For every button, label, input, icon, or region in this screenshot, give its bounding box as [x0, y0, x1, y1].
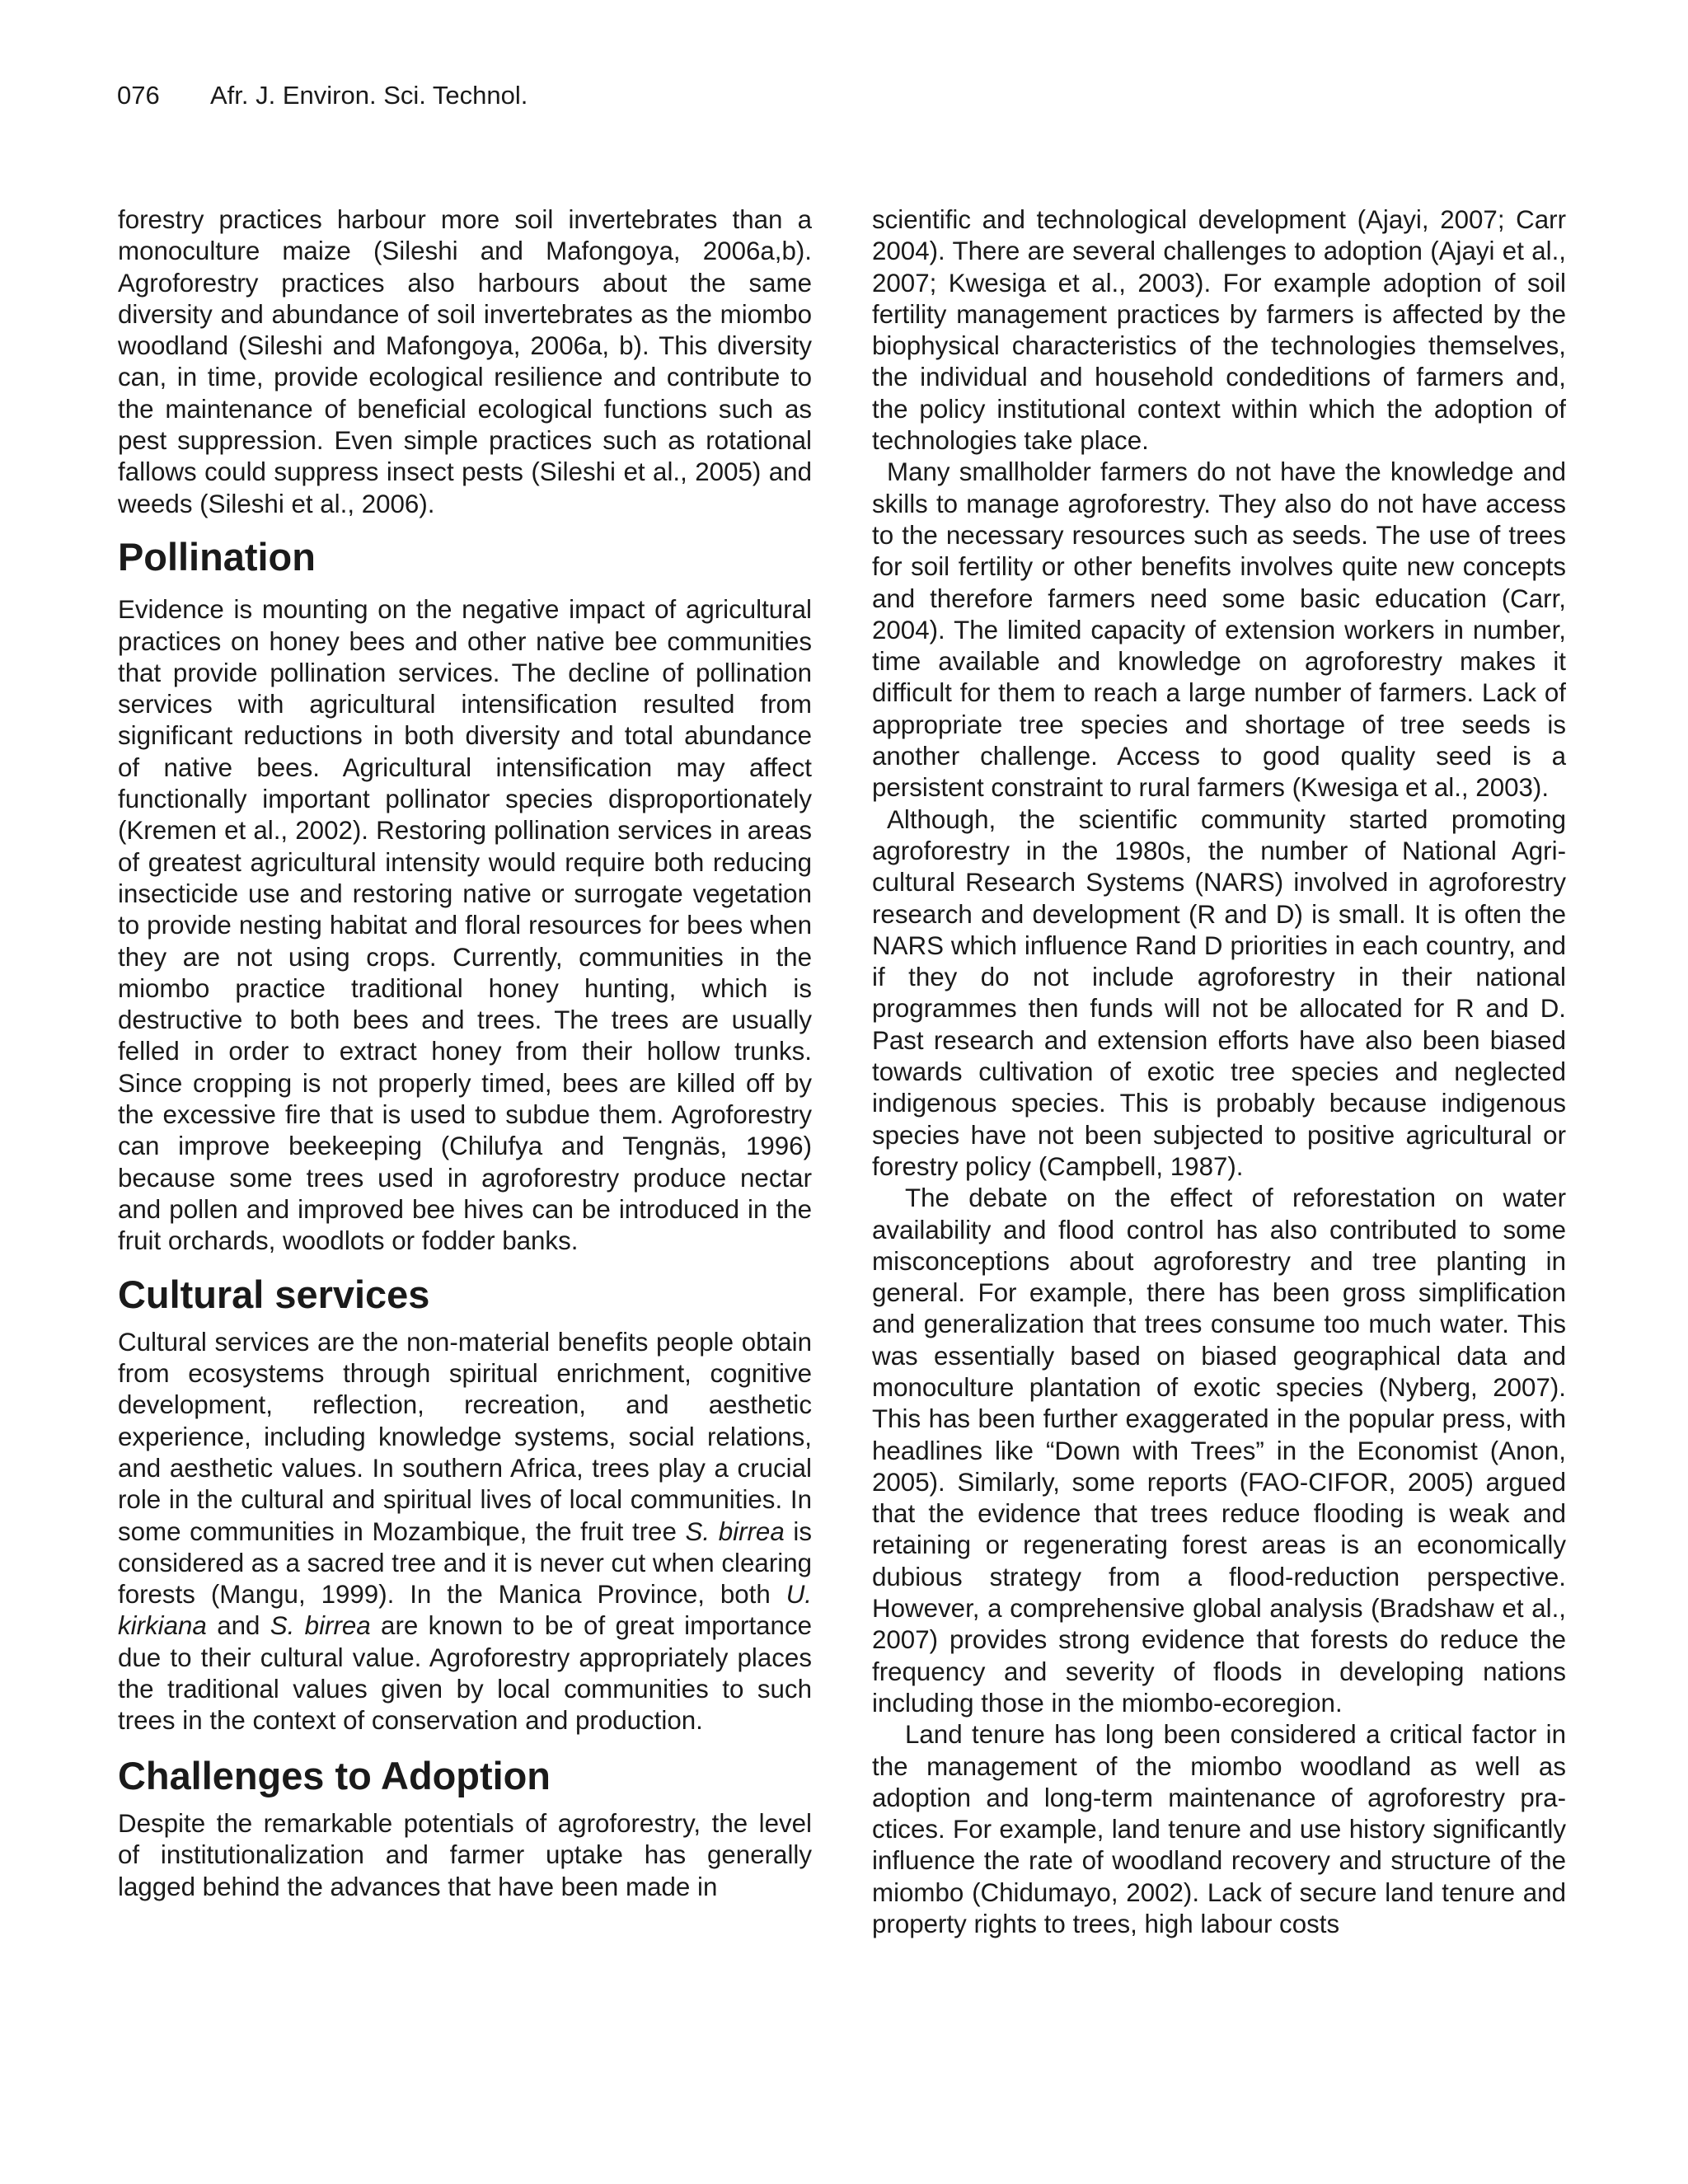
section-heading-pollination: Pollination: [118, 535, 316, 579]
right-column: [872, 204, 1566, 1940]
running-head: [117, 81, 528, 110]
text-run: are known to be of great importance due to their cultural value. Agroforestry appropriately places the traditional values given by local communities to such trees in the context of conservation and production.: [118, 1611, 812, 1736]
journal-title: Afr. J. Environ. Sci. Technol.: [210, 81, 528, 110]
paragraph-pollination: Evidence is mounting on the negative impact of agricultural practices on honey bees and other native bee communities that provide pollination services. The decline of pollination services with agricultural intensification resulted from significant reductions in both diversity and total abundance of native bees. Agricultural intensification may affect functionally important pollinator species disproportionately (Kremen et al., 2002). Restoring pollination services in areas of greatest agricultural intensity would require both reducing insecticide use and restoring native or surrogate vegetation to provide nesting habitat and floral resources for bees when they are not using crops. Currently, communities in the miombo practice traditional honey hunting, which is destructive to both bees and trees. The trees are usually felled in order to extract honey from their hollow trunks. Since cropping is not properly timed, bees are killed off by the excessive fire that is used to subdue them. Agroforestry can improve beekeeping (Chilufya and Tengnäs, 1996) because some trees used in agroforestry produce nectar and pollen and improved bee hives can be introduced in the fruit orchards, woodlots or fodder banks.: [118, 595, 812, 1256]
paragraph-adoption-challenges: scientific and technological development (Ajayi, 2007; Carr 2004). There are several challenges to adoption (Ajayi et al., 2007; Kwesiga et al., 2003). For example adoption of soil fertility management practices by farmers is affected by the biophysical characteristics of the technologies themselves, the individual and household condeditions of farmers and, the policy institutional context within which the adoption of technologies take place.: [872, 205, 1566, 456]
species-name: S. birrea: [270, 1611, 371, 1641]
species-name: U. kirkiana: [118, 1580, 812, 1641]
section-heading-challenges: Challenges to Adoption: [118, 1754, 551, 1797]
text-run: and: [206, 1611, 270, 1641]
text-run: Cultural services are the non-material benefits people obtain from ecosystems through spiritual enrichment, cognitive development, reflection, recreation, and aesthetic experience, including knowledge systems, social relations, and aesthetic values. In southern Africa, trees play a crucial role in the cultural and spiritual lives of local communities. In some communities in Mozambique, the fruit tree: [118, 1327, 812, 1546]
paragraph-soil-invertebrates: forestry practices harbour more soil invertebrates than a monoculture maize (Sileshi and Mafongoya, 2006a,b). Agroforestry practices also harbours about the same diversity and abundance of soil invertebrates as the miombo woodland (Sileshi and Mafongoya, 2006a, b). This diversity can, in time, provide ecological resilience and contribute to the maintenance of beneficial ecological functions such as pest suppression. Even simple practices such as rotational fallows could suppress insect pests (Sileshi et al., 2005) and weeds (Sileshi et al., 2006).: [118, 205, 812, 518]
text-run: is considered as a sacred tree and it is never cut when clearing forests (Mangu, 1999). In the Manica Province, both: [118, 1516, 813, 1610]
paragraph-nars: Although, the scientific community started promoting agroforestry in the 1980s, the number of National Agricultural Research Systems (NARS) involved in agroforestry research and development (R and D) is small. It is often the NARS which influence Rand D priorities in each country, and if they do not include agroforestry in their national programmes then funds will not be allocated for R and D. Past research and extension efforts have also been biased towards cultivation of exotic tree species and neglected indigenous species. This is probably because indigenous species have not been subjected to positive agricultural or forestry policy (Campbell, 1987).: [872, 804, 1566, 1181]
paragraph-cultural-services: [118, 1327, 812, 1737]
paragraph-challenges-intro: Despite the remarkable potentials of agroforestry, the level of institutionalization and farmer uptake has generally lagged behind the advances that have been made in: [118, 1808, 812, 1901]
page-number: 076: [117, 81, 160, 110]
section-heading-cultural-services: Cultural services: [118, 1272, 430, 1316]
left-column: [118, 204, 812, 1903]
paragraph-land-tenure: Land tenure has long been considered a critical factor in the management of the miombo woodland as well as adoption and long-term maintenance of agroforestry practices. For example, land tenure and use history significantly influence the rate of woodland recovery and structure of the miombo (Chidumayo, 2002). Lack of secure land tenure and property rights to trees, high labour costs: [872, 1720, 1566, 1939]
paragraph-reforestation-debate: The debate on the effect of reforestation on water availability and flood control has also contributed to some misconceptions about agroforestry and tree planting in general. For example, there has been gross simplification and generalization that trees consume too much water. This was essentially based on biased geographical data and monoculture plantation of exotic species (Nyberg, 2007). This has been further exaggerated in the popular press, with headlines like “Down with Trees” in the Economist (Anon, 2005). Similarly, some reports (FAO-CIFOR, 2005) argued that the evidence that trees reduce flooding is weak and retaining or regenerating forest areas is an economically dubious strategy from a flood-reduction perspective. However, a comprehensive global analysis (Bradshaw et al., 2007) provides strong evidence that forests do reduce the frequency and severity of floods in developing nations including those in the miombo-ecoregion.: [872, 1183, 1566, 1718]
paragraph-smallholder-farmers: Many smallholder farmers do not have the knowledge and skills to manage agroforestry. They also do not have access to the necessary resources such as seeds. The use of trees for soil fertility or other benefits involves quite new concepts and therefore farmers need some basic education (Carr, 2004). The limited capacity of extension workers in number, time available and knowledge on agroforestry makes it difficult for them to reach a large number of farmers. Lack of appropriate tree species and shortage of tree seeds is another challenge. Access to good quality seed is a persistent constraint to rural farmers (Kwesiga et al., 2003).: [872, 457, 1566, 803]
species-name: S. birrea: [685, 1516, 785, 1546]
